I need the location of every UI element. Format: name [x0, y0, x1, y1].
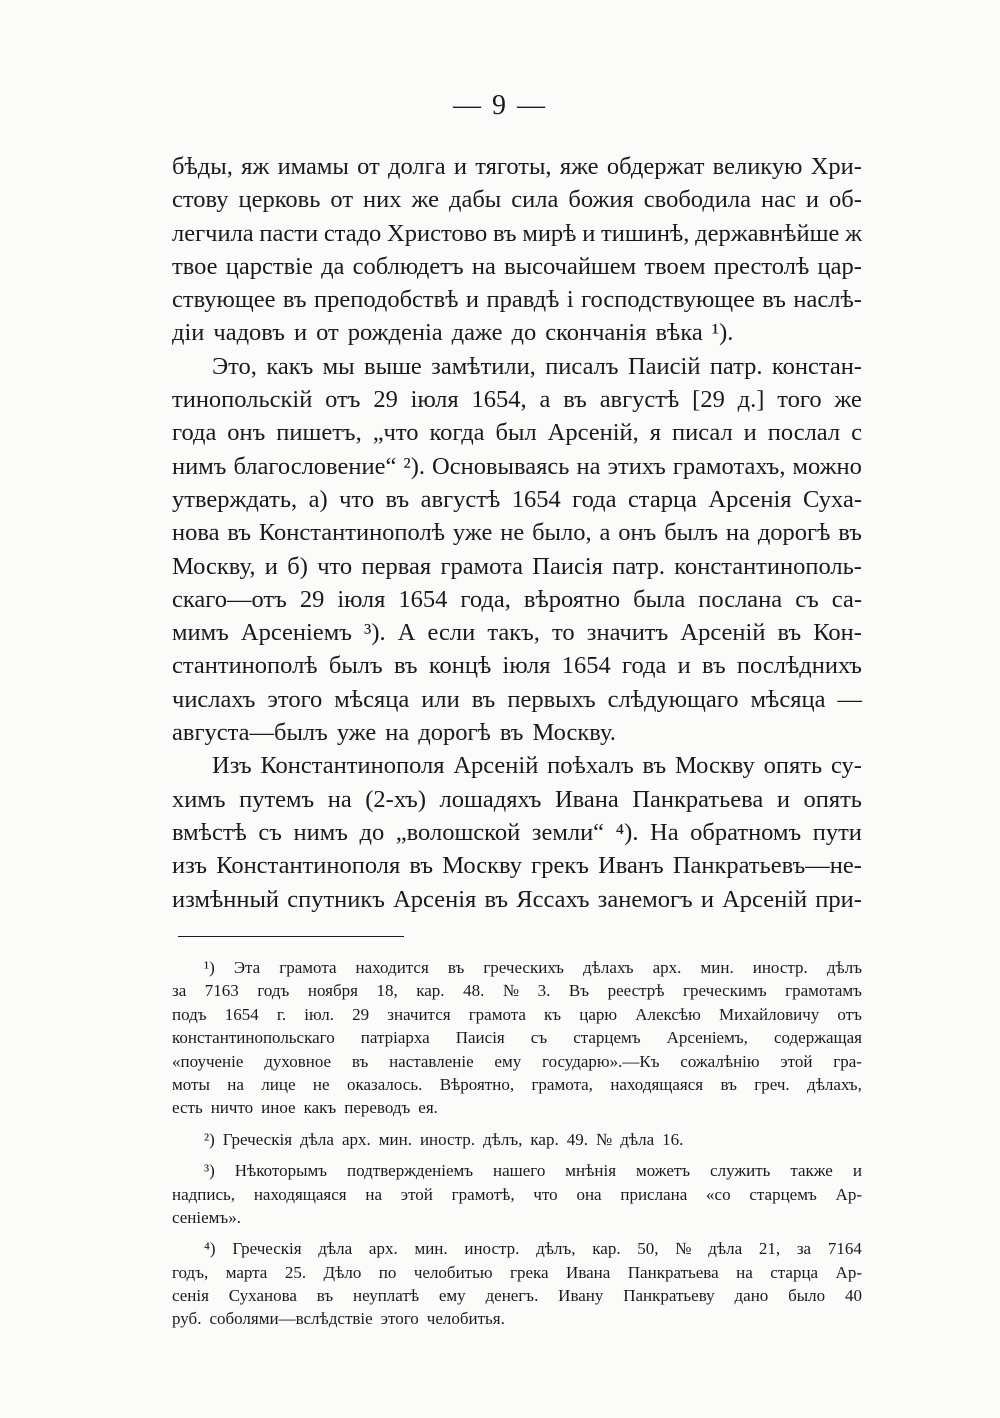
footnote-separator [178, 936, 404, 937]
text-line: легчила пасти стадо Христово въ мирѣ и тишинѣ, державнѣйше ж [172, 219, 862, 247]
text-line: нимъ благословение“ ²). Основываясь на этихъ грамотахъ, можно [172, 452, 862, 480]
footnote-line: за 7163 годъ ноября 18, кар. 48. № 3. Въ реестрѣ греческимъ грамотамъ [172, 981, 862, 1001]
footnote-line: надпись, находящаяся на этой грамотѣ, что она прислана «со старцемъ Ар- [172, 1184, 862, 1204]
text-line: изъ Константинополя въ Москву грекъ Иванъ Панкратьевъ—не- [172, 852, 862, 880]
footnote-line: ¹) Эта грамота находится въ греческихъ дѣлахъ арх. мин. иностр. дѣлъ [204, 958, 862, 977]
footnotes [172, 956, 862, 1331]
text-line: ствующее въ преподобствѣ и правдѣ і господствующее въ наслѣ- [172, 286, 862, 314]
footnote-line: моты на лице не оказалось. Вѣроятно, грамота, находящаяся въ греч. дѣлахъ, [172, 1074, 862, 1094]
text-line: мимъ Арсеніемъ ³). А если такъ, то значитъ Арсеній въ Кон- [172, 619, 862, 647]
body-text [172, 150, 862, 916]
text-line: Москву, и б) что первая грамота Паисія патр. константинополь- [172, 552, 862, 580]
footnote-line: «поученіе духовное въ наставленіе ему государю».—Къ сожалѣнію этой гра- [172, 1051, 862, 1071]
text-line: числахъ этого мѣсяца или въ первыхъ слѣдующаго мѣсяца — [172, 685, 862, 713]
text-line: бѣды, яж имамы от долга и тяготы, яже обдержат великую Хри- [172, 153, 862, 180]
text-line: стантинополѣ былъ въ концѣ іюля 1654 года и въ послѣднихъ [172, 652, 862, 680]
footnote-line: руб. соболями—вслѣдствіе этого челобитья. [172, 1309, 505, 1329]
text-line: стову церковь от них же дабы сила божия свободила нас и об- [172, 186, 862, 214]
footnote-gap [172, 1229, 862, 1237]
text-line: августа—былъ уже на дорогѣ въ Москву. [172, 719, 616, 747]
text-line: Это, какъ мы выше замѣтили, писалъ Паисій патр. констан- [212, 352, 862, 380]
text-line: года онъ пишетъ, „что когда был Арсеній, я писал и послал с [172, 419, 862, 447]
text-line: утверждать, а) что въ августѣ 1654 года старца Арсенія Суха- [172, 485, 862, 513]
footnote-line: ²) Греческія дѣла арх. мин. иностр. дѣлъ, кар. 49. № дѣла 16. [204, 1129, 684, 1149]
footnote-line: есть ничто иное какъ переводъ ея. [172, 1098, 438, 1118]
footnote-line: константинопольскаго патріарха Паисія съ старцемъ Арсеніемъ, содержащая [172, 1028, 862, 1048]
text-line: Изъ Константинополя Арсеній поѣхалъ въ Москву опять су- [212, 752, 862, 780]
footnote-gap [172, 1151, 862, 1159]
page-number: — 9 — [453, 90, 547, 121]
text-line: твое царствіе да соблюдетъ на высочайшем твоем престолѣ цар- [172, 252, 862, 280]
text-line: скаго—отъ 29 іюля 1654 года, вѣроятно была послана съ са- [172, 585, 862, 613]
footnote-line: ⁴) Греческія дѣла арх. мин. иностр. дѣлъ, кар. 50, № дѣла 21, за 7164 [204, 1239, 862, 1259]
footnote-gap [172, 1120, 862, 1128]
text-line: химъ путемъ на (2-хъ) лошадяхъ Ивана Панкратьева и опять [172, 785, 862, 813]
text-line: тинопольскій отъ 29 іюля 1654, а въ августѣ [29 д.] того же [172, 386, 862, 414]
footnote-line: годъ, марта 25. Дѣло по челобитью грека Ивана Панкратьева на старца Ар- [172, 1262, 862, 1282]
text-line: вмѣстѣ съ нимъ до „волошской земли“ ⁴). На обратномъ пути [172, 818, 862, 846]
text-line: діи чадовъ и от рожденіа даже до скончанія вѣка ¹). [172, 319, 734, 347]
text-line: измѣнный спутникъ Арсенія въ Яссахъ занемогъ и Арсеній при- [172, 885, 862, 913]
text-line: нова въ Константинополѣ уже не было, а онъ былъ на дорогѣ въ [172, 519, 862, 547]
footnote-line: сеніемъ». [172, 1207, 241, 1227]
footnote-line: подъ 1654 г. іюл. 29 значится грамота къ царю Алексѣю Михайловичу отъ [172, 1004, 862, 1024]
footnote-line: ³) Нѣкоторымъ подтвержденіемъ нашего мнѣнія можетъ служить также и [204, 1161, 862, 1181]
footnote-line: сенія Суханова въ неуплатѣ ему денегъ. Ивану Панкратьеву дано было 40 [172, 1286, 862, 1306]
